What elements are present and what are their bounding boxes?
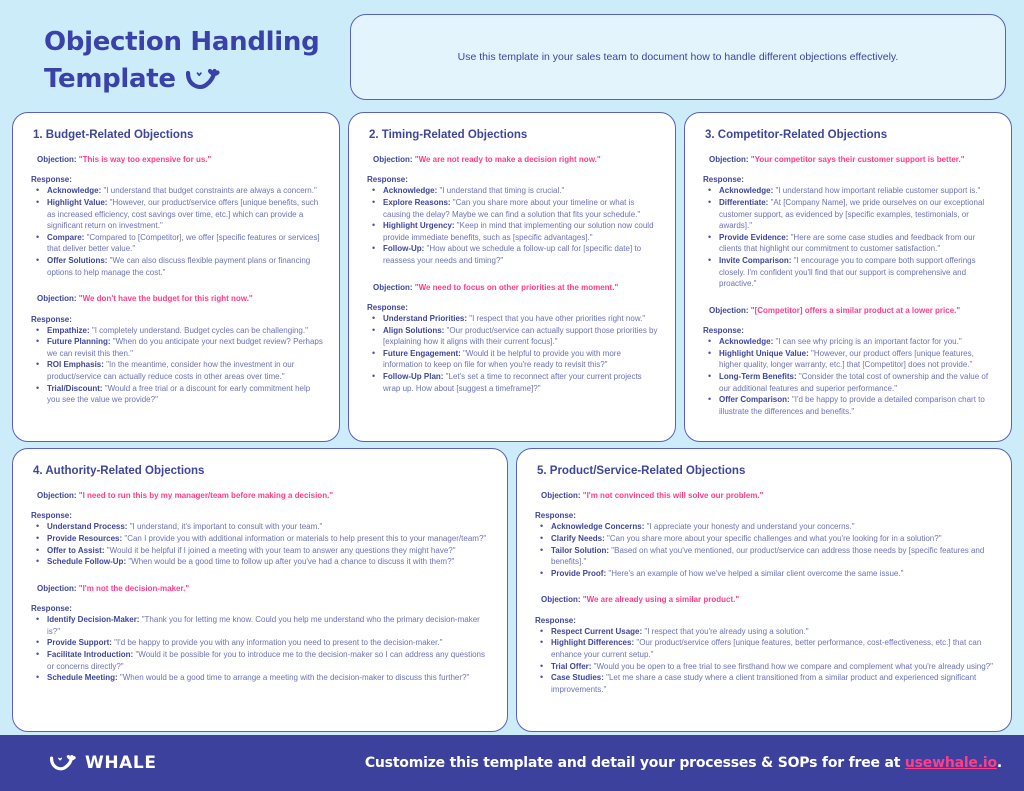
objection-quote: "Your competitor says their customer support is better." xyxy=(750,155,965,164)
response-item-term: Offer Comparison: xyxy=(719,395,790,405)
response-item-term: Explore Reasons: xyxy=(383,197,451,207)
response-item: • Long-Term Benefits: "Consider the total cost of ownership and the value of our additional features and superior performance." xyxy=(703,371,997,394)
response-item: • Schedule Follow-Up: "When would be a good time to follow up after you've had a chance to discuss it with them?" xyxy=(31,556,493,568)
response-item: • Acknowledge: "I can see why pricing is an important factor for you." xyxy=(703,336,997,348)
cards-row-bottom xyxy=(0,442,1024,732)
whale-smile-icon xyxy=(186,68,220,90)
response-item-term: Provide Proof: xyxy=(551,568,607,578)
page-title-line1: Objection Handling xyxy=(44,27,320,57)
cards-row-top xyxy=(0,112,1024,442)
objection-block xyxy=(699,155,997,290)
response-item: • Compare: "Compared to [Competitor], we offer [specific features or services] that deliver better value." xyxy=(31,232,325,255)
response-list xyxy=(699,336,997,417)
response-item: • Understand Priorities: "I respect that you have other priorities right now." xyxy=(367,313,661,325)
response-item: • Highlight Unique Value: "However, our product offers [unique features, higher quality, longer warranty, etc.] that [Competitor] does not provide." xyxy=(703,348,997,371)
response-item: • Provide Support: "I'd be happy to provide you with any information you need to present to the decision-maker." xyxy=(31,637,493,649)
response-item: • Provide Evidence: "Here are some case studies and feedback from our clients that highlight our commitment to customer satisfaction." xyxy=(703,232,997,255)
objection-block xyxy=(363,283,661,395)
response-item-term: Empathize: xyxy=(47,325,90,335)
response-item: • Future Engagement: "Would it be helpful to provide you with more information to keep on file for when you're ready to revisit this?" xyxy=(367,348,661,371)
response-item: • Acknowledge: "I understand that budget constraints are always a concern." xyxy=(31,185,325,197)
response-item-term: Long-Term Benefits: xyxy=(719,371,797,381)
response-item: • Respect Current Usage: "I respect that you're already using a solution." xyxy=(535,626,997,638)
response-item-term: Understand Process: xyxy=(47,522,128,532)
objection-block xyxy=(531,595,997,695)
response-item-term: Highlight Value: xyxy=(47,197,108,207)
objection-label: Objection: xyxy=(37,155,79,164)
response-item-term: Facilitate Introduction: xyxy=(47,649,134,659)
response-item: • Tailor Solution: "Based on what you've mentioned, our product/service can address those needs by [specific features and benefits]." xyxy=(535,545,997,568)
page-title xyxy=(44,24,344,98)
footer-cta-suffix: . xyxy=(996,755,1002,771)
footer-cta-text: Customize this template and detail your processes & SOPs for free at xyxy=(364,755,905,771)
objection-block xyxy=(27,155,325,278)
page-header xyxy=(0,0,1024,112)
response-label: Response: xyxy=(31,604,72,614)
card-title: 2. Timing-Related Objections xyxy=(369,129,528,141)
objection-heading xyxy=(27,584,493,594)
page-title-line2: Template xyxy=(44,63,176,94)
response-item-term: Understand Priorities: xyxy=(383,313,468,323)
response-item-term: Align Solutions: xyxy=(383,325,445,335)
response-item-term: Future Engagement: xyxy=(383,348,461,358)
response-item: • Acknowledge: "I understand how important reliable customer support is." xyxy=(703,185,997,197)
objection-quote: "I'm not the decision-maker." xyxy=(78,583,190,593)
response-label: Response: xyxy=(31,314,72,324)
objection-block xyxy=(699,306,997,418)
response-item-term: Acknowledge: xyxy=(719,337,774,347)
objection-heading xyxy=(27,155,325,165)
objection-heading xyxy=(27,294,325,304)
response-list xyxy=(531,521,997,579)
response-item: • Offer to Assist: "Would it be helpful if I joined a meeting with your team to answer any questions they might have?" xyxy=(31,545,493,557)
objection-heading xyxy=(531,595,997,605)
objection-quote: "I'm not convinced this will solve our problem." xyxy=(582,491,764,500)
objection-quote: "This is way too expensive for us." xyxy=(78,155,212,164)
objection-quote: "[Competitor] offers a similar product at a lower price." xyxy=(750,305,961,315)
response-item: • Future Planning: "When do you anticipate your next budget review? Perhaps we can revisit this then." xyxy=(31,336,325,359)
response-item: • Acknowledge Concerns: "I appreciate your honesty and understand your concerns." xyxy=(535,521,997,533)
objection-block xyxy=(27,584,493,684)
usewhale-link[interactable]: usewhale.io xyxy=(904,755,997,771)
objection-label: Objection: xyxy=(37,491,79,500)
response-item: • Invite Comparison: "I encourage you to compare both support offerings closely. I'm confident you'll find that our support is comprehensive and proactive." xyxy=(703,255,997,290)
response-list xyxy=(27,614,493,684)
card-body xyxy=(531,491,997,695)
response-item: • Trial/Discount: "Would a free trial or a discount for early commitment help you see the value we provide?" xyxy=(31,383,325,406)
response-item-term: Invite Comparison: xyxy=(719,255,792,265)
objection-heading xyxy=(363,283,661,293)
card-body xyxy=(27,491,493,684)
objection-heading xyxy=(699,155,997,165)
response-item-term: Compare: xyxy=(47,232,85,242)
response-list xyxy=(27,325,325,406)
response-item-term: Follow-Up Plan: xyxy=(383,371,444,381)
response-label: Response: xyxy=(535,511,576,521)
response-item: • Explore Reasons: "Can you share more about your timeline or what is causing the delay? Maybe we can find a solution that fits your schedule." xyxy=(367,197,661,220)
card-body xyxy=(363,155,661,394)
response-item-term: Offer to Assist: xyxy=(47,545,105,555)
objection-quote: "I need to run this by my manager/team before making a decision." xyxy=(78,491,334,500)
response-item: • Follow-Up: "How about we schedule a follow-up call for [specific date] to reassess your needs and timing?" xyxy=(367,243,661,266)
response-item: • Offer Solutions: "We can also discuss flexible payment plans or financing options to help manage the cost." xyxy=(31,255,325,278)
response-list xyxy=(699,185,997,289)
objection-label: Objection: xyxy=(541,491,583,500)
response-item-term: Trial/Discount: xyxy=(47,383,103,393)
objection-label: Objection: xyxy=(37,294,79,304)
footer-brand-logo xyxy=(50,753,350,773)
objection-block xyxy=(27,294,325,406)
response-item-term: Schedule Follow-Up: xyxy=(47,557,127,567)
response-label: Response: xyxy=(367,175,408,185)
response-item-term: Schedule Meeting: xyxy=(47,673,118,683)
response-item-term: Future Planning: xyxy=(47,337,111,347)
response-item: • Provide Proof: "Here's an example of how we've helped a similar client overcome the same issue." xyxy=(535,568,997,580)
card-budget-related xyxy=(12,112,340,442)
whale-smile-icon xyxy=(50,754,76,772)
response-list xyxy=(363,185,661,266)
card-title: 3. Competitor-Related Objections xyxy=(705,129,888,141)
objection-quote: "We are already using a similar product." xyxy=(582,595,740,605)
response-item: • Case Studies: "Let me share a case study where a client transitioned from a similar product and experienced significant improvements." xyxy=(535,672,997,695)
response-item-term: Offer Solutions: xyxy=(47,255,108,265)
response-item: • Follow-Up Plan: "Let's set a time to reconnect after your current projects wrap up. How about [suggest a timeframe]?" xyxy=(367,371,661,394)
response-item-term: Trial Offer: xyxy=(551,661,592,671)
response-item: • Identify Decision-Maker: "Thank you for letting me know. Could you help me understand who the primary decision-maker is?" xyxy=(31,614,493,637)
card-body xyxy=(27,155,325,406)
response-item-term: Identify Decision-Maker: xyxy=(47,615,140,625)
objection-label: Objection: xyxy=(373,282,415,292)
response-label: Response: xyxy=(535,615,576,625)
card-title: 5. Product/Service-Related Objections xyxy=(537,465,746,477)
objection-quote: "We need to focus on other priorities at the moment." xyxy=(414,282,619,292)
card-product-service-related xyxy=(516,448,1012,732)
response-item-term: Highlight Urgency: xyxy=(383,221,455,231)
objection-label: Objection: xyxy=(37,583,79,593)
response-list xyxy=(531,626,997,696)
response-item: • Provide Resources: "Can I provide you with additional information or materials to help present this to your manager/team?" xyxy=(31,533,493,545)
response-item-term: Tailor Solution: xyxy=(551,545,610,555)
response-item: • Align Solutions: "Our product/service can actually support those priorities by [explaining how it aligns with their current focus]." xyxy=(367,325,661,348)
response-item-term: Provide Evidence: xyxy=(719,232,789,242)
response-item: • Trial Offer: "Would you be open to a free trial to see firsthand how we compare and complement what you're already using?" xyxy=(535,661,997,673)
response-item: • Highlight Value: "However, our product/service offers [unique benefits, such as increased efficiency, cost savings over time, etc.] which can provide a significant return on investment." xyxy=(31,197,325,232)
response-item-term: Provide Support: xyxy=(47,638,112,648)
response-item-term: Clarify Needs: xyxy=(551,533,605,543)
response-item: • Differentiate: "At [Company Name], we pride ourselves on our exceptional customer support, as evidenced by [specific examples, testimonials, or awards]." xyxy=(703,197,997,232)
objection-block xyxy=(363,155,661,267)
response-item: • Understand Process: "I understand, it's important to consult with your team." xyxy=(31,521,493,533)
response-label: Response: xyxy=(367,302,408,312)
response-item-term: Follow-Up: xyxy=(383,244,425,254)
response-item: • ROI Emphasis: "In the meantime, consider how the investment in our product/service can actually reduce costs in other areas over time." xyxy=(31,359,325,382)
card-timing-related xyxy=(348,112,676,442)
response-list xyxy=(363,313,661,394)
response-label: Response: xyxy=(31,511,72,521)
objection-label: Objection: xyxy=(373,155,415,164)
card-competitor-related xyxy=(684,112,1012,442)
response-item: • Empathize: "I completely understand. Budget cycles can be challenging." xyxy=(31,325,325,337)
card-body xyxy=(699,155,997,417)
response-list xyxy=(27,185,325,278)
response-item-term: Acknowledge: xyxy=(383,186,438,196)
response-list xyxy=(27,521,493,567)
objection-label: Objection: xyxy=(709,305,751,315)
response-item-term: Case Studies: xyxy=(551,673,604,683)
footer-brand-name: WHALE xyxy=(85,753,157,773)
response-label: Response: xyxy=(31,175,72,185)
response-item: • Facilitate Introduction: "Would it be possible for you to introduce me to the decision-maker so I can address any questions or concerns directly?" xyxy=(31,649,493,672)
response-item-term: Acknowledge: xyxy=(47,186,102,196)
response-item-term: Provide Resources: xyxy=(47,533,123,543)
response-item-term: Highlight Unique Value: xyxy=(719,348,809,358)
response-item: • Acknowledge: "I understand that timing is crucial." xyxy=(367,185,661,197)
response-item-term: Differentiate: xyxy=(719,197,769,207)
card-authority-related xyxy=(12,448,508,732)
response-item: • Highlight Urgency: "Keep in mind that implementing our solution now could provide immediate benefits, such as [specific advantages]." xyxy=(367,220,661,243)
objection-heading xyxy=(363,155,661,165)
footer-cta xyxy=(350,755,1002,771)
objection-heading xyxy=(531,491,997,501)
title-block xyxy=(14,14,344,98)
response-item-term: Acknowledge Concerns: xyxy=(551,522,645,532)
intro-text: Use this template in your sales team to document how to handle different objections effectively. xyxy=(457,50,899,63)
response-item: • Offer Comparison: "I'd be happy to provide a detailed comparison chart to illustrate the differences and benefits." xyxy=(703,394,997,417)
objection-heading xyxy=(27,491,493,501)
response-item-term: ROI Emphasis: xyxy=(47,360,104,370)
response-item-term: Acknowledge: xyxy=(719,186,774,196)
card-title: 4. Authority-Related Objections xyxy=(33,465,205,477)
objection-heading xyxy=(699,306,997,316)
response-label: Response: xyxy=(703,326,744,336)
objection-quote: "We are not ready to make a decision right now." xyxy=(414,155,601,164)
page-footer xyxy=(0,735,1024,791)
intro-description-box xyxy=(350,14,1006,100)
response-item: • Clarify Needs: "Can you share more about your specific challenges and what you're looking for in a solution?" xyxy=(535,533,997,545)
objection-quote: "We don't have the budget for this right now." xyxy=(78,294,253,304)
objection-block xyxy=(27,491,493,568)
objection-block xyxy=(531,491,997,579)
response-item-term: Respect Current Usage: xyxy=(551,626,643,636)
response-item: • Highlight Differences: "Our product/service offers [unique features, better performance, cost-effectiveness, etc.] that can enhance your current setup." xyxy=(535,637,997,660)
response-label: Response: xyxy=(703,175,744,185)
card-title: 1. Budget-Related Objections xyxy=(33,129,194,141)
response-item: • Schedule Meeting: "When would be a good time to arrange a meeting with the decision-maker to discuss this further?" xyxy=(31,672,493,684)
response-item-term: Highlight Differences: xyxy=(551,638,635,648)
objection-label: Objection: xyxy=(541,595,583,605)
objection-label: Objection: xyxy=(709,155,751,164)
